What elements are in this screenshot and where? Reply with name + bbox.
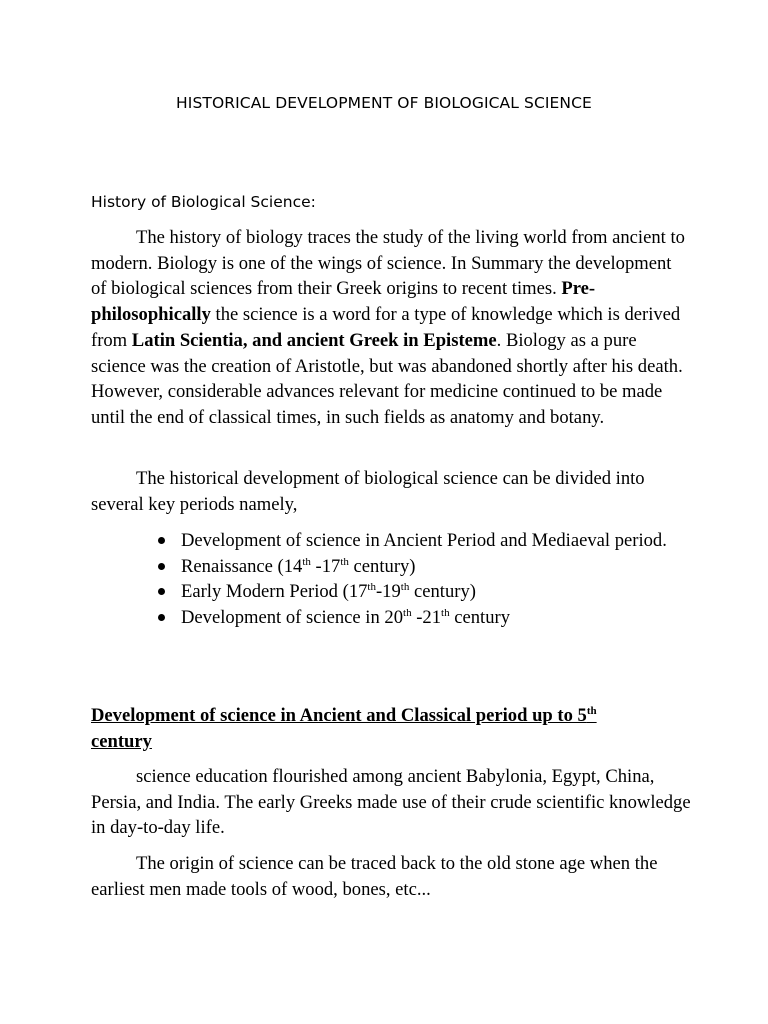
superscript: th bbox=[441, 606, 450, 619]
period-text: -19 bbox=[375, 581, 401, 603]
superscript: th bbox=[403, 606, 412, 619]
period-text: Development of science in 20 bbox=[181, 607, 404, 629]
intro-text-part3: . Biology as a pure science was the creation of Aristotle, but was abandoned shortly after his death. However, considerable advances relevant for medicine continued to be made until the end of classical times, in such fields as anatomy and botany. bbox=[91, 329, 683, 428]
intro-bold-origin: Latin Scientia, and ancient Greek in Episteme bbox=[131, 329, 497, 351]
periods-list bbox=[91, 528, 691, 631]
bullet-icon bbox=[158, 563, 165, 570]
ancient-paragraph-2 bbox=[91, 851, 691, 902]
period-text: Renaissance (14 bbox=[181, 555, 303, 577]
period-text: century bbox=[449, 607, 510, 629]
ancient-period-heading bbox=[91, 703, 691, 754]
bullet-icon bbox=[158, 614, 165, 621]
ancient-heading-line2: century bbox=[91, 730, 152, 752]
superscript: th bbox=[367, 581, 376, 594]
period-text: century) bbox=[348, 555, 416, 577]
list-item bbox=[91, 579, 691, 605]
bullet-icon bbox=[158, 588, 165, 595]
periods-intro-paragraph bbox=[91, 466, 691, 517]
superscript: th bbox=[340, 555, 349, 568]
intro-text-part1: The history of biology traces the study of the living world from ancient to modern. Biology is one of the wings of science. In Summary the development of biological sciences from their Greek origins to recent times. bbox=[91, 227, 685, 300]
section-heading: History of Biological Science: bbox=[91, 193, 316, 211]
list-item bbox=[91, 528, 691, 554]
bullet-icon bbox=[158, 537, 165, 544]
intro-paragraph bbox=[91, 225, 691, 431]
period-text: Early Modern Period (17 bbox=[181, 581, 368, 603]
period-text: -17 bbox=[310, 555, 341, 577]
ancient-paragraph-1 bbox=[91, 764, 691, 841]
list-item bbox=[91, 605, 691, 631]
ancient-heading-text: Development of science in Ancient and Classical period up to 5 bbox=[91, 705, 587, 726]
superscript: th bbox=[302, 555, 311, 568]
document-title: HISTORICAL DEVELOPMENT OF BIOLOGICAL SCIENCE bbox=[176, 94, 592, 112]
periods-intro-text: The historical development of biological science can be divided into several key periods namely, bbox=[91, 468, 645, 515]
intro-text-part2: the science is a word for a type of knowledge which is derived from bbox=[91, 304, 681, 351]
superscript: th bbox=[586, 704, 597, 717]
superscript: th bbox=[400, 581, 410, 594]
ancient-paragraph-2-text: The origin of science can be traced back to the old stone age when the earliest men made tools of wood, bones, etc... bbox=[91, 853, 658, 900]
list-item bbox=[91, 554, 691, 580]
period-text: century) bbox=[409, 581, 476, 603]
period-text: -21 bbox=[411, 607, 442, 629]
ancient-paragraph-1-text: science education flourished among ancient Babylonia, Egypt, China, Persia, and India. The early Greeks made use of their crude scientific knowledge in day-to-day life. bbox=[91, 766, 691, 839]
period-text: Development of science in Ancient Period and Mediaeval period. bbox=[181, 530, 667, 551]
intro-bold-term: Pre- philosophically bbox=[91, 278, 596, 326]
